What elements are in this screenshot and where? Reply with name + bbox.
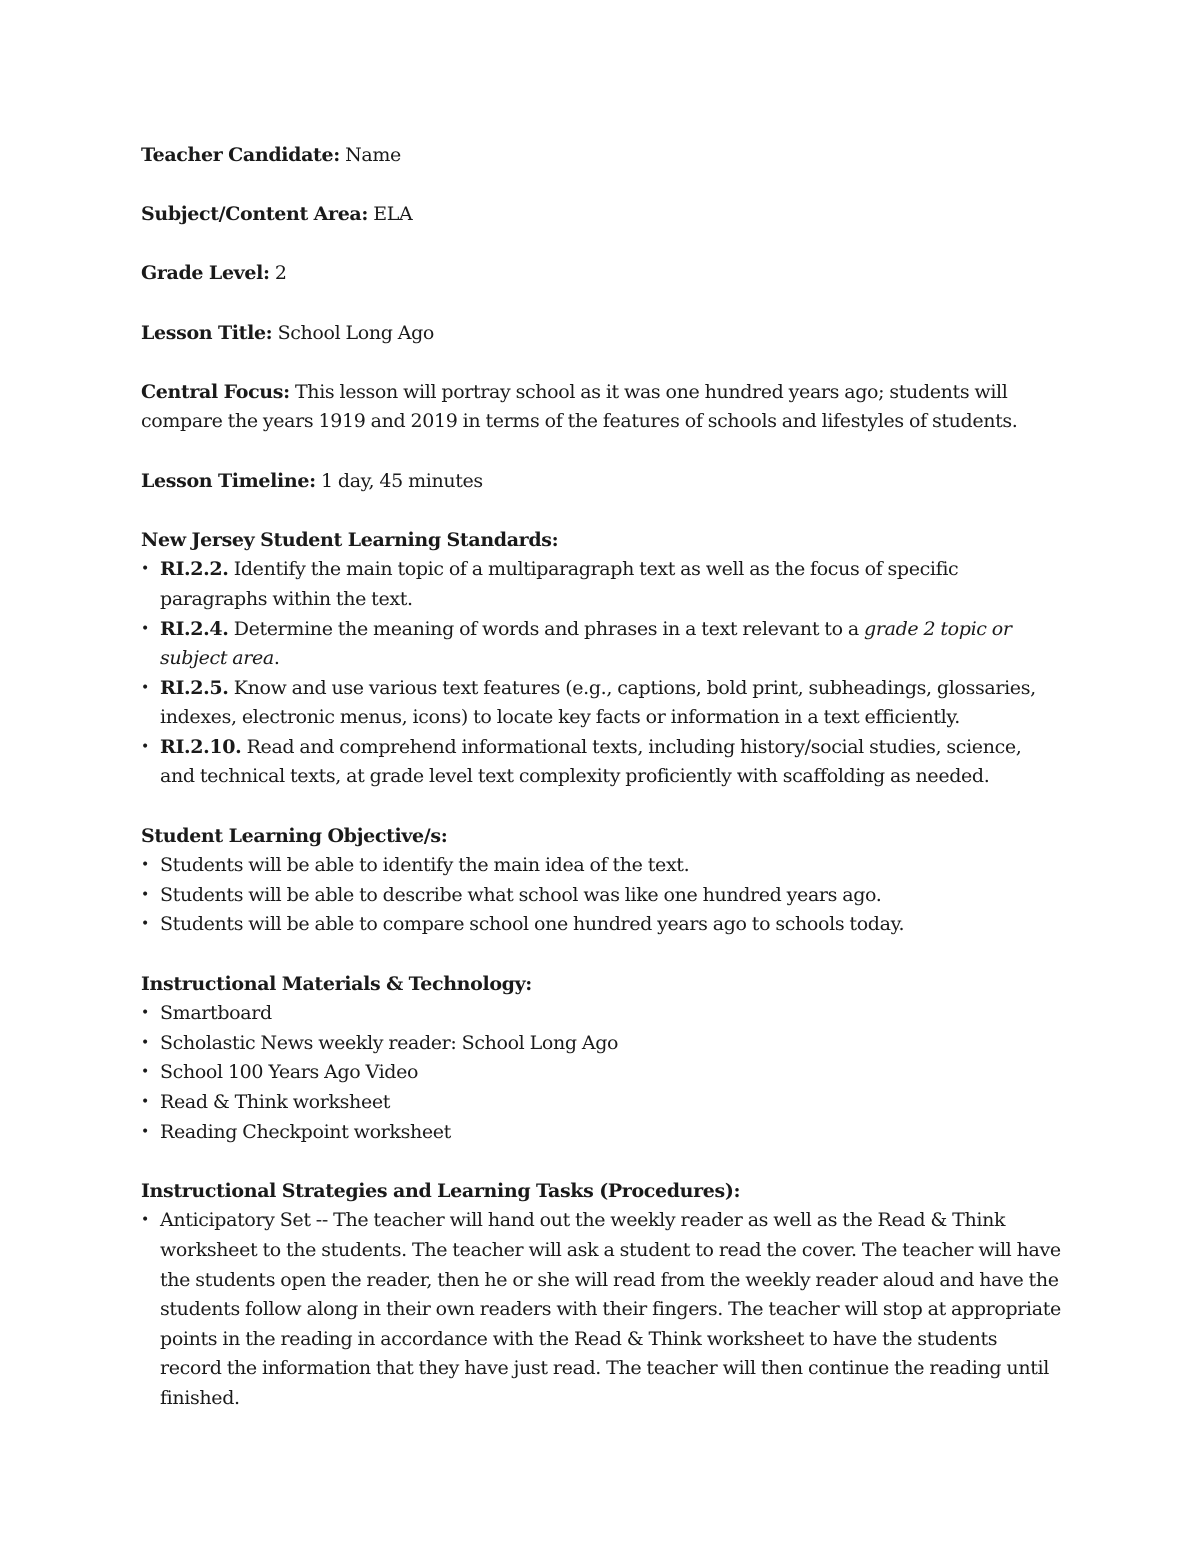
- list-item: [141, 1029, 1061, 1059]
- list-item: [141, 851, 1061, 881]
- list-item: [141, 999, 1061, 1029]
- list-item: [141, 1058, 1061, 1088]
- standards-heading: New Jersey Student Learning Standards:: [141, 528, 559, 551]
- list-item: [141, 1088, 1061, 1118]
- objective-text: Students will be able to describe what school was like one hundred years ago.: [160, 883, 882, 906]
- objective-text: Students will be able to identify the main idea of the text.: [160, 854, 690, 877]
- list-item: [141, 1206, 1061, 1413]
- list-item: [141, 910, 1061, 940]
- standard-text: Know and use various text features (e.g., captions, bold print, subheadings, glossaries, indexes, electronic menus, icons) to locate key facts or information in a text efficiently.: [160, 676, 1036, 729]
- bullet-icon: •: [141, 679, 149, 696]
- field-value: School Long Ago: [277, 321, 435, 344]
- standard-text: Read and comprehend informational texts, including history/social studies, science, and technical texts, at grade level text complexity proficiently with scaffolding as needed.: [160, 735, 1022, 788]
- list-item: [141, 615, 1061, 674]
- field-label: Lesson Timeline:: [141, 469, 316, 492]
- bullet-icon: •: [141, 886, 149, 903]
- field-value: 2: [274, 262, 287, 285]
- standards-list: [141, 555, 1061, 792]
- standard-text: Identify the main topic of a multiparagraph text as well as the focus of specific paragraphs within the text.: [160, 558, 959, 610]
- bullet-icon: •: [141, 1094, 149, 1110]
- strategy-text: Anticipatory Set -- The teacher will hand out the weekly reader as well as the Read & Think worksheet to the students. The teacher will ask a student to read the cover. The teacher will have the students open the reader, then he or she will read from the weekly reader aloud and have the students follow along in their own readers with their fingers. The teacher will stop at appropriate points in the reading in accordance with the Read & Think worksheet to have the students record the information that they have just read. The teacher will then continue the reading until finished.: [160, 1209, 1061, 1409]
- material-text: Scholastic News weekly reader: School Long Ago: [160, 1031, 619, 1054]
- bullet-icon: •: [141, 1123, 149, 1140]
- standard-code: RI.2.10.: [160, 735, 242, 758]
- materials-heading: Instructional Materials & Technology:: [141, 972, 532, 995]
- material-text: Read & Think worksheet: [160, 1091, 391, 1113]
- strategies-list: [141, 1206, 1061, 1413]
- bullet-icon: •: [141, 857, 149, 874]
- objectives-heading: Student Learning Objective/s:: [141, 824, 448, 847]
- standard-code: RI.2.2.: [160, 558, 229, 581]
- subject-area-field: [141, 200, 1061, 230]
- field-value: This lesson will portray school as it was one hundred years ago; students will compare the years 1919 and 2019 in terms of the features of schools and lifestyles of students.: [141, 380, 1018, 433]
- bullet-icon: •: [141, 1005, 149, 1022]
- list-item: [141, 881, 1061, 911]
- central-focus-field: [141, 378, 1061, 437]
- lesson-timeline-field: [141, 467, 1061, 497]
- bullet-icon: •: [141, 561, 149, 578]
- standard-end-punctuation: .: [273, 647, 280, 670]
- field-label: Teacher Candidate:: [141, 144, 340, 166]
- material-text: Smartboard: [160, 1002, 272, 1025]
- list-item: [141, 555, 1061, 614]
- field-label: Grade Level:: [141, 262, 270, 285]
- bullet-icon: •: [141, 1064, 149, 1081]
- standard-italic-text: grade 2 topic or subject area: [160, 617, 1012, 670]
- material-text: School 100 Years Ago Video: [160, 1061, 419, 1084]
- strategies-heading: Instructional Strategies and Learning Tasks (Procedures):: [141, 1179, 741, 1202]
- bullet-icon: •: [141, 620, 149, 637]
- field-label: Lesson Title:: [141, 321, 273, 344]
- standard-code: RI.2.4.: [160, 617, 229, 640]
- lesson-title-field: [141, 319, 1061, 349]
- field-value: Name: [345, 144, 401, 166]
- list-item: [141, 1118, 1061, 1148]
- bullet-icon: •: [141, 1212, 149, 1229]
- field-label: Subject/Content Area:: [141, 203, 369, 226]
- bullet-icon: •: [141, 916, 149, 933]
- objectives-list: [141, 851, 1061, 940]
- bullet-icon: •: [141, 738, 149, 755]
- field-value: 1 day, 45 minutes: [320, 469, 483, 492]
- field-label: Central Focus:: [141, 380, 290, 403]
- list-item: [141, 674, 1061, 733]
- materials-list: [141, 999, 1061, 1147]
- standard-code: RI.2.5.: [160, 676, 229, 699]
- teacher-candidate-field: [141, 141, 1061, 171]
- lesson-plan-body: [141, 141, 1061, 1443]
- grade-level-field: [141, 259, 1061, 289]
- material-text: Reading Checkpoint worksheet: [160, 1120, 451, 1143]
- field-value: ELA: [373, 203, 413, 226]
- list-item: [141, 733, 1061, 792]
- bullet-icon: •: [141, 1034, 149, 1051]
- objective-text: Students will be able to compare school one hundred years ago to schools today.: [160, 913, 905, 936]
- standard-text: Determine the meaning of words and phrases in a text relevant to a: [233, 617, 859, 640]
